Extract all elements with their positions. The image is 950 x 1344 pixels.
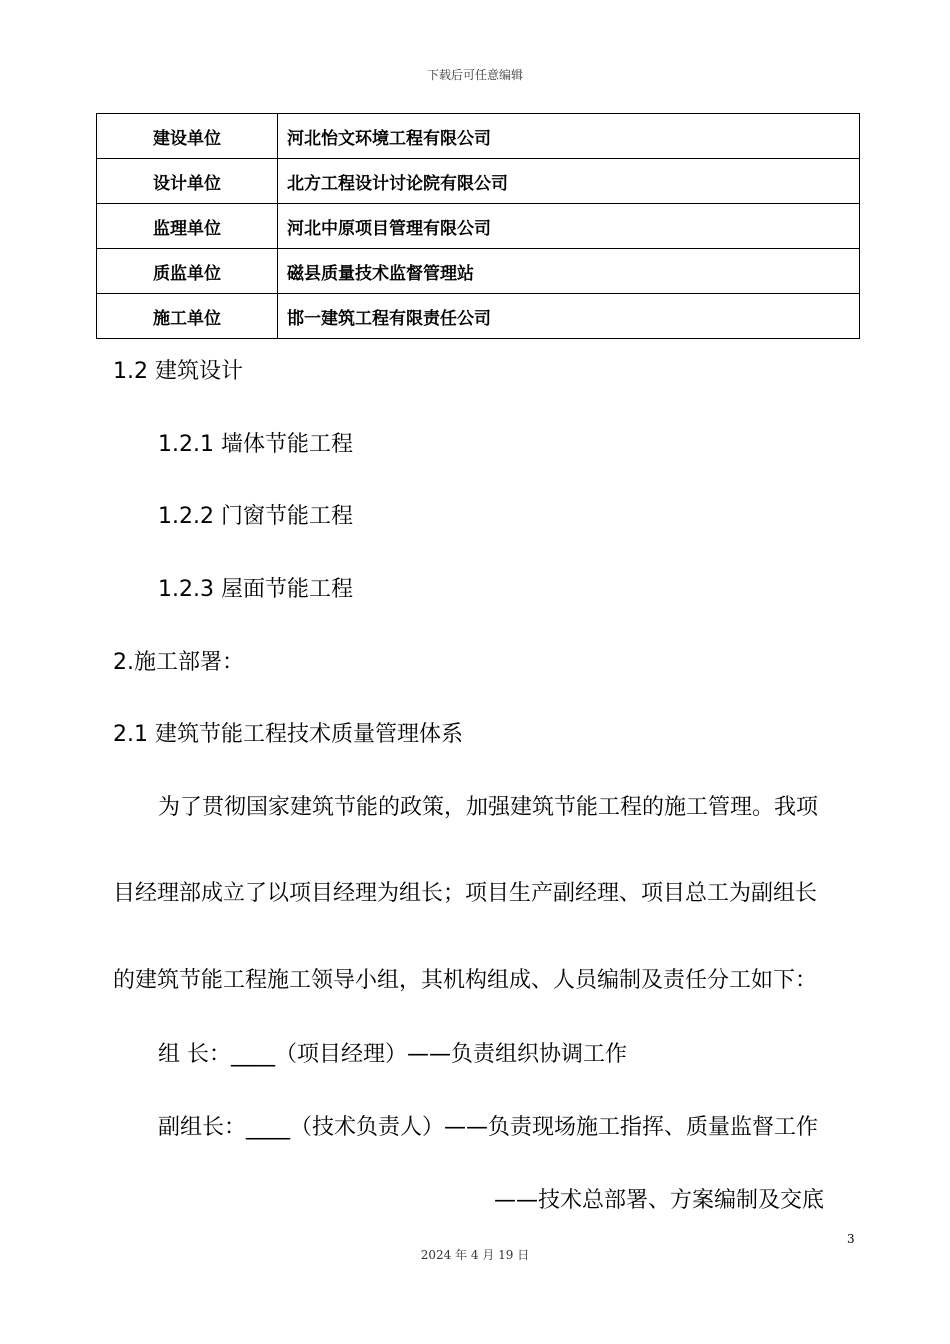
- section-heading-1-2-2: 1.2.2 门窗节能工程: [158, 504, 353, 529]
- unit-role: 建设单位: [97, 114, 278, 159]
- section-heading-1-2-1: 1.2.1 墙体节能工程: [158, 432, 353, 457]
- deputy-duties-line: ——技术总部署、方案编制及交底: [494, 1188, 825, 1213]
- table-row: [97, 294, 860, 339]
- unit-name: 北方工程设计讨论院有限公司: [278, 159, 860, 204]
- deputy-leader-line: 副组长：____（技术负责人）——负责现场施工指挥、质量监督工作: [158, 1115, 819, 1140]
- unit-role: 施工单位: [97, 294, 278, 339]
- paragraph-line: 的建筑节能工程施工领导小组，其机构组成、人员编制及责任分工如下：: [113, 968, 818, 993]
- page-header: 下载后可任意编辑: [426, 68, 523, 82]
- unit-role: 监理单位: [97, 204, 278, 249]
- leader-line: 组 长：____（项目经理）——负责组织协调工作: [158, 1042, 627, 1067]
- paragraph-line: 目经理部成立了以项目经理为组长；项目生产副经理、项目总工为副组长: [113, 881, 818, 906]
- unit-name: 河北中原项目管理有限公司: [278, 204, 860, 249]
- section-heading-1-2-3: 1.2.3 屋面节能工程: [158, 577, 353, 602]
- table-row: [97, 159, 860, 204]
- table-row: [97, 249, 860, 294]
- unit-name: 河北怡文环境工程有限公司: [278, 114, 860, 159]
- section-heading-1-2: 1.2 建筑设计: [113, 359, 243, 384]
- unit-role: 设计单位: [97, 159, 278, 204]
- section-heading-2-1: 2.1 建筑节能工程技术质量管理体系: [113, 722, 463, 747]
- section-heading-2: 2.施工部署：: [113, 650, 244, 675]
- page-number: 3: [847, 1232, 855, 1246]
- table-row: [97, 204, 860, 249]
- footer-date: 2024 年 4 月 19 日: [420, 1248, 530, 1262]
- unit-name: 邯一建筑工程有限责任公司: [278, 294, 860, 339]
- paragraph-line: 为了贯彻国家建筑节能的政策，加强建筑节能工程的施工管理。我项: [158, 795, 819, 820]
- unit-role: 质监单位: [97, 249, 278, 294]
- unit-name: 磁县质量技术监督管理站: [278, 249, 860, 294]
- table-row: [97, 114, 860, 159]
- project-units-table: [96, 113, 860, 339]
